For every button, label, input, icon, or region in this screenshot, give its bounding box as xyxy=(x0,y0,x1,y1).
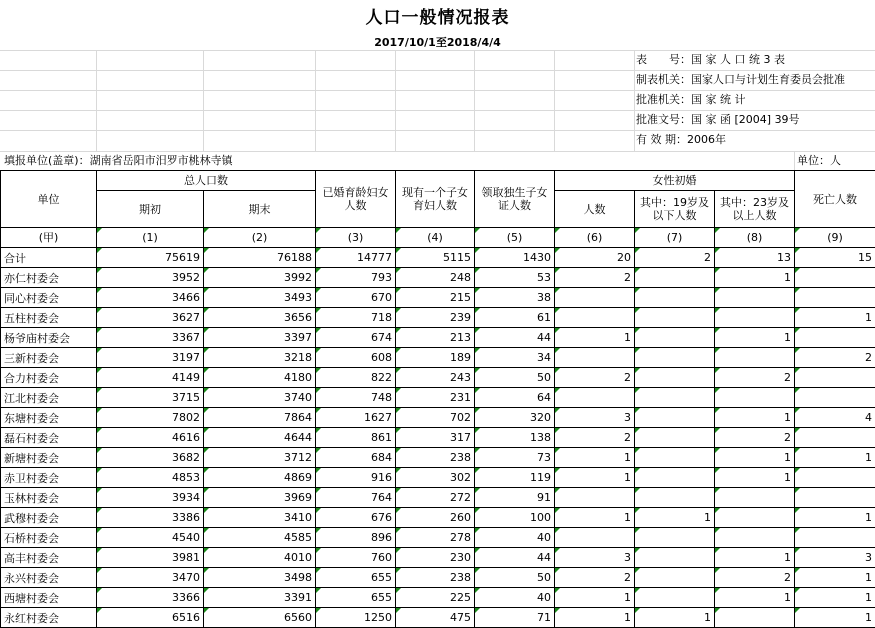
table-cell[interactable]: 896 xyxy=(316,528,396,548)
table-cell[interactable]: 4853 xyxy=(97,468,204,488)
table-cell[interactable]: 3934 xyxy=(97,488,204,508)
table-cell[interactable] xyxy=(555,288,635,308)
row-unit-name[interactable]: 江北村委会 xyxy=(1,388,97,408)
table-row xyxy=(1,568,875,588)
table-cell[interactable] xyxy=(635,588,715,608)
header-fm-over23: 其中：23岁及以上人数 xyxy=(715,191,795,228)
table-cell[interactable]: 1 xyxy=(715,548,795,568)
col-index: (9) xyxy=(795,228,875,248)
table-cell[interactable]: 272 xyxy=(396,488,475,508)
table-cell[interactable]: 3981 xyxy=(97,548,204,568)
table-cell[interactable]: 239 xyxy=(396,308,475,328)
table-cell[interactable]: 1 xyxy=(715,448,795,468)
table-cell[interactable]: 53 xyxy=(475,268,555,288)
table-cell[interactable]: 50 xyxy=(475,368,555,388)
table-cell[interactable]: 119 xyxy=(475,468,555,488)
table-cell[interactable]: 1 xyxy=(555,588,635,608)
table-row xyxy=(1,348,875,368)
table-cell[interactable]: 4180 xyxy=(204,368,316,388)
table-cell[interactable]: 861 xyxy=(316,428,396,448)
table-cell[interactable]: 4540 xyxy=(97,528,204,548)
table-cell[interactable]: 1 xyxy=(555,448,635,468)
header-end: 期末 xyxy=(204,191,316,228)
table-cell[interactable]: 1 xyxy=(795,448,875,468)
table-cell[interactable] xyxy=(715,388,795,408)
table-cell[interactable] xyxy=(795,388,875,408)
row-unit-name[interactable]: 磊石村委会 xyxy=(1,428,97,448)
table-cell[interactable]: 1 xyxy=(715,468,795,488)
table-cell[interactable]: 2 xyxy=(555,268,635,288)
row-unit-name[interactable]: 玉林村委会 xyxy=(1,488,97,508)
table-cell[interactable]: 1 xyxy=(795,608,875,628)
table-cell[interactable]: 3391 xyxy=(204,588,316,608)
table-cell[interactable]: 260 xyxy=(396,508,475,528)
table-cell[interactable] xyxy=(635,348,715,368)
table-cell[interactable]: 475 xyxy=(396,608,475,628)
table-row xyxy=(1,388,875,408)
fill-unit: 填报单位(盖章)：湖南省岳阳市汨罗市桃林寺镇 xyxy=(4,152,233,170)
table-cell[interactable]: 3992 xyxy=(204,268,316,288)
table-cell[interactable] xyxy=(795,288,875,308)
table-cell[interactable] xyxy=(795,488,875,508)
table-cell[interactable] xyxy=(795,328,875,348)
table-cell[interactable]: 2 xyxy=(555,568,635,588)
header-married-women: 已婚育龄妇女人数 xyxy=(316,171,396,228)
header-only-child-cert: 领取独生子女证人数 xyxy=(475,171,555,228)
table-cell[interactable] xyxy=(795,368,875,388)
table-cell[interactable] xyxy=(555,308,635,328)
header-unit: 单位 xyxy=(1,171,97,228)
table-cell[interactable]: 2 xyxy=(635,248,715,268)
table-cell[interactable]: 100 xyxy=(475,508,555,528)
table-cell[interactable]: 1 xyxy=(555,508,635,528)
table-cell[interactable]: 1 xyxy=(555,468,635,488)
table-cell[interactable]: 302 xyxy=(396,468,475,488)
table-cell[interactable]: 3969 xyxy=(204,488,316,508)
table-cell[interactable]: 3656 xyxy=(204,308,316,328)
table-cell[interactable]: 4644 xyxy=(204,428,316,448)
table-cell[interactable]: 1 xyxy=(795,308,875,328)
meta-issuer: 制表机关：国家人口与计划生育委员会批准 xyxy=(636,70,845,90)
table-cell[interactable]: 40 xyxy=(475,588,555,608)
meta-approver: 批准机关：国 家 统 计 xyxy=(636,90,746,110)
table-cell[interactable]: 718 xyxy=(316,308,396,328)
column-index-row xyxy=(1,228,875,248)
table-cell[interactable] xyxy=(795,468,875,488)
table-cell[interactable]: 1 xyxy=(715,328,795,348)
table-cell[interactable]: 3397 xyxy=(204,328,316,348)
table-row xyxy=(1,308,875,328)
row-unit-name[interactable]: 同心村委会 xyxy=(1,288,97,308)
table-row xyxy=(1,608,875,628)
table-cell[interactable]: 608 xyxy=(316,348,396,368)
table-cell[interactable]: 1 xyxy=(635,508,715,528)
col-index: (8) xyxy=(715,228,795,248)
table-cell[interactable]: 50 xyxy=(475,568,555,588)
col-index: (甲) xyxy=(1,228,97,248)
row-unit-name[interactable]: 西塘村委会 xyxy=(1,588,97,608)
col-index: (4) xyxy=(396,228,475,248)
table-cell[interactable]: 189 xyxy=(396,348,475,368)
table-cell[interactable] xyxy=(635,268,715,288)
col-index: (2) xyxy=(204,228,316,248)
unit-label: 单位：人 xyxy=(797,152,841,170)
table-cell[interactable]: 317 xyxy=(396,428,475,448)
table-cell[interactable]: 4010 xyxy=(204,548,316,568)
table-cell[interactable] xyxy=(635,568,715,588)
table-cell[interactable]: 14777 xyxy=(316,248,396,268)
table-cell[interactable] xyxy=(635,548,715,568)
table-cell[interactable] xyxy=(635,468,715,488)
table-cell[interactable]: 3470 xyxy=(97,568,204,588)
table-cell[interactable]: 1 xyxy=(555,608,635,628)
table-cell[interactable]: 2 xyxy=(795,348,875,368)
table-cell[interactable] xyxy=(635,488,715,508)
table-cell[interactable]: 215 xyxy=(396,288,475,308)
table-cell[interactable]: 1 xyxy=(795,588,875,608)
table-cell[interactable]: 764 xyxy=(316,488,396,508)
table-cell[interactable]: 13 xyxy=(715,248,795,268)
table-cell[interactable]: 655 xyxy=(316,588,396,608)
header-deaths: 死亡人数 xyxy=(795,171,875,228)
table-cell[interactable]: 3493 xyxy=(204,288,316,308)
table-cell[interactable]: 7864 xyxy=(204,408,316,428)
table-cell[interactable] xyxy=(555,388,635,408)
table-cell[interactable]: 2 xyxy=(715,368,795,388)
table-cell[interactable]: 3367 xyxy=(97,328,204,348)
header-total-pop: 总人口数 xyxy=(97,171,316,191)
table-cell[interactable]: 4585 xyxy=(204,528,316,548)
table-cell[interactable]: 138 xyxy=(475,428,555,448)
table-cell[interactable]: 676 xyxy=(316,508,396,528)
table-cell[interactable] xyxy=(715,528,795,548)
report-title: 人口一般情况报表 xyxy=(0,3,875,28)
table-cell[interactable]: 71 xyxy=(475,608,555,628)
table-cell[interactable]: 243 xyxy=(396,368,475,388)
row-unit-name[interactable]: 武穆村委会 xyxy=(1,508,97,528)
table-row xyxy=(1,428,875,448)
table-row xyxy=(1,248,875,268)
table-cell[interactable]: 1430 xyxy=(475,248,555,268)
table-cell[interactable] xyxy=(635,528,715,548)
table-cell[interactable] xyxy=(555,488,635,508)
table-cell[interactable] xyxy=(635,308,715,328)
table-cell[interactable]: 7802 xyxy=(97,408,204,428)
table-cell[interactable]: 75619 xyxy=(97,248,204,268)
table-cell[interactable]: 3952 xyxy=(97,268,204,288)
table-cell[interactable]: 238 xyxy=(396,568,475,588)
table-cell[interactable]: 213 xyxy=(396,328,475,348)
table-cell[interactable]: 3 xyxy=(795,548,875,568)
row-unit-name[interactable]: 合计 xyxy=(1,248,97,268)
table-cell[interactable] xyxy=(715,348,795,368)
table-cell[interactable]: 760 xyxy=(316,548,396,568)
row-unit-name[interactable]: 石桥村委会 xyxy=(1,528,97,548)
table-cell[interactable]: 6560 xyxy=(204,608,316,628)
header-begin: 期初 xyxy=(97,191,204,228)
table-row xyxy=(1,328,875,348)
table-cell[interactable]: 3627 xyxy=(97,308,204,328)
table-cell[interactable] xyxy=(715,508,795,528)
table-cell[interactable]: 1250 xyxy=(316,608,396,628)
header-fm-under19: 其中：19岁及以下人数 xyxy=(635,191,715,228)
table-cell[interactable]: 4616 xyxy=(97,428,204,448)
table-cell[interactable]: 2 xyxy=(715,428,795,448)
table-cell[interactable]: 278 xyxy=(396,528,475,548)
row-unit-name[interactable]: 合力村委会 xyxy=(1,368,97,388)
table-cell[interactable]: 655 xyxy=(316,568,396,588)
table-cell[interactable] xyxy=(635,388,715,408)
table-cell[interactable]: 670 xyxy=(316,288,396,308)
table-cell[interactable] xyxy=(795,528,875,548)
row-unit-name[interactable]: 永兴村委会 xyxy=(1,568,97,588)
table-row xyxy=(1,548,875,568)
table-cell[interactable] xyxy=(555,528,635,548)
table-cell[interactable]: 1 xyxy=(715,268,795,288)
table-cell[interactable]: 1 xyxy=(555,328,635,348)
col-index: (5) xyxy=(475,228,555,248)
row-unit-name[interactable]: 赤卫村委会 xyxy=(1,468,97,488)
table-cell[interactable]: 225 xyxy=(396,588,475,608)
table-cell[interactable] xyxy=(635,328,715,348)
table-cell[interactable]: 91 xyxy=(475,488,555,508)
table-row xyxy=(1,468,875,488)
col-index: (7) xyxy=(635,228,715,248)
table-cell[interactable] xyxy=(795,428,875,448)
table-row xyxy=(1,268,875,288)
table-cell[interactable]: 916 xyxy=(316,468,396,488)
table-cell[interactable]: 3197 xyxy=(97,348,204,368)
table-cell[interactable] xyxy=(795,268,875,288)
table-cell[interactable]: 44 xyxy=(475,328,555,348)
table-row xyxy=(1,508,875,528)
table-cell[interactable] xyxy=(555,348,635,368)
table-cell[interactable]: 64 xyxy=(475,388,555,408)
table-cell[interactable]: 684 xyxy=(316,448,396,468)
table-cell[interactable]: 1 xyxy=(715,588,795,608)
table-cell[interactable]: 1 xyxy=(635,608,715,628)
population-table xyxy=(0,170,875,628)
table-cell[interactable]: 4149 xyxy=(97,368,204,388)
col-index: (3) xyxy=(316,228,396,248)
unit-row xyxy=(0,152,875,170)
report-period: 2017/10/1至2018/4/4 xyxy=(0,34,875,50)
header-female-first-marriage: 女性初婚 xyxy=(555,171,795,191)
table-cell[interactable]: 40 xyxy=(475,528,555,548)
row-unit-name[interactable]: 五柱村委会 xyxy=(1,308,97,328)
table-cell[interactable]: 3410 xyxy=(204,508,316,528)
table-cell[interactable]: 3366 xyxy=(97,588,204,608)
table-cell[interactable]: 73 xyxy=(475,448,555,468)
meta-grid xyxy=(0,50,875,152)
table-cell[interactable]: 4 xyxy=(795,408,875,428)
table-cell[interactable] xyxy=(635,408,715,428)
table-cell[interactable]: 2 xyxy=(555,428,635,448)
table-cell[interactable]: 61 xyxy=(475,308,555,328)
table-cell[interactable]: 3466 xyxy=(97,288,204,308)
table-cell[interactable]: 3682 xyxy=(97,448,204,468)
table-cell[interactable]: 38 xyxy=(475,288,555,308)
table-cell[interactable]: 44 xyxy=(475,548,555,568)
table-cell[interactable]: 674 xyxy=(316,328,396,348)
row-unit-name[interactable]: 杨爷庙村委会 xyxy=(1,328,97,348)
row-unit-name[interactable]: 三新村委会 xyxy=(1,348,97,368)
header-fm-count: 人数 xyxy=(555,191,635,228)
table-cell[interactable] xyxy=(635,368,715,388)
table-cell[interactable]: 15 xyxy=(795,248,875,268)
row-unit-name[interactable]: 东塘村委会 xyxy=(1,408,97,428)
table-cell[interactable]: 238 xyxy=(396,448,475,468)
table-row xyxy=(1,528,875,548)
table-cell[interactable]: 3712 xyxy=(204,448,316,468)
table-cell[interactable]: 230 xyxy=(396,548,475,568)
table-cell[interactable]: 3 xyxy=(555,548,635,568)
table-cell[interactable]: 5115 xyxy=(396,248,475,268)
table-cell[interactable]: 1 xyxy=(795,568,875,588)
table-cell[interactable]: 3715 xyxy=(97,388,204,408)
table-cell[interactable]: 248 xyxy=(396,268,475,288)
table-row xyxy=(1,588,875,608)
table-cell[interactable]: 3498 xyxy=(204,568,316,588)
table-cell[interactable]: 6516 xyxy=(97,608,204,628)
table-cell[interactable]: 3386 xyxy=(97,508,204,528)
meta-doc-no: 批准文号：国 家 函 [2004] 39号 xyxy=(636,110,800,130)
table-cell[interactable] xyxy=(635,428,715,448)
table-cell[interactable]: 3740 xyxy=(204,388,316,408)
table-cell[interactable]: 76188 xyxy=(204,248,316,268)
table-row xyxy=(1,488,875,508)
table-cell[interactable]: 4869 xyxy=(204,468,316,488)
table-cell[interactable]: 793 xyxy=(316,268,396,288)
table-row xyxy=(1,368,875,388)
table-cell[interactable]: 702 xyxy=(396,408,475,428)
table-cell[interactable]: 1627 xyxy=(316,408,396,428)
table-cell[interactable]: 34 xyxy=(475,348,555,368)
table-cell[interactable]: 320 xyxy=(475,408,555,428)
table-cell[interactable] xyxy=(635,288,715,308)
table-cell[interactable]: 3 xyxy=(555,408,635,428)
header-one-child: 现有一个子女育妇人数 xyxy=(396,171,475,228)
table-cell[interactable] xyxy=(715,608,795,628)
col-index: (1) xyxy=(97,228,204,248)
table-cell[interactable] xyxy=(715,308,795,328)
row-unit-name[interactable]: 新塘村委会 xyxy=(1,448,97,468)
table-cell[interactable] xyxy=(715,488,795,508)
table-cell[interactable]: 20 xyxy=(555,248,635,268)
table-cell[interactable]: 1 xyxy=(715,408,795,428)
table-row xyxy=(1,288,875,308)
table-cell[interactable]: 2 xyxy=(555,368,635,388)
table-cell[interactable]: 822 xyxy=(316,368,396,388)
row-unit-name[interactable]: 亦仁村委会 xyxy=(1,268,97,288)
table-row xyxy=(1,408,875,428)
table-row xyxy=(1,448,875,468)
table-cell[interactable]: 1 xyxy=(795,508,875,528)
meta-valid: 有 效 期：2006年 xyxy=(636,130,726,150)
meta-form-no: 表 号：国 家 人 口 统 3 表 xyxy=(636,50,785,70)
col-index: (6) xyxy=(555,228,635,248)
row-unit-name[interactable]: 高丰村委会 xyxy=(1,548,97,568)
table-cell[interactable]: 2 xyxy=(715,568,795,588)
table-cell[interactable] xyxy=(715,288,795,308)
table-cell[interactable] xyxy=(635,448,715,468)
table-cell[interactable]: 748 xyxy=(316,388,396,408)
row-unit-name[interactable]: 永红村委会 xyxy=(1,608,97,628)
table-cell[interactable]: 231 xyxy=(396,388,475,408)
table-body xyxy=(1,248,875,628)
table-cell[interactable]: 3218 xyxy=(204,348,316,368)
